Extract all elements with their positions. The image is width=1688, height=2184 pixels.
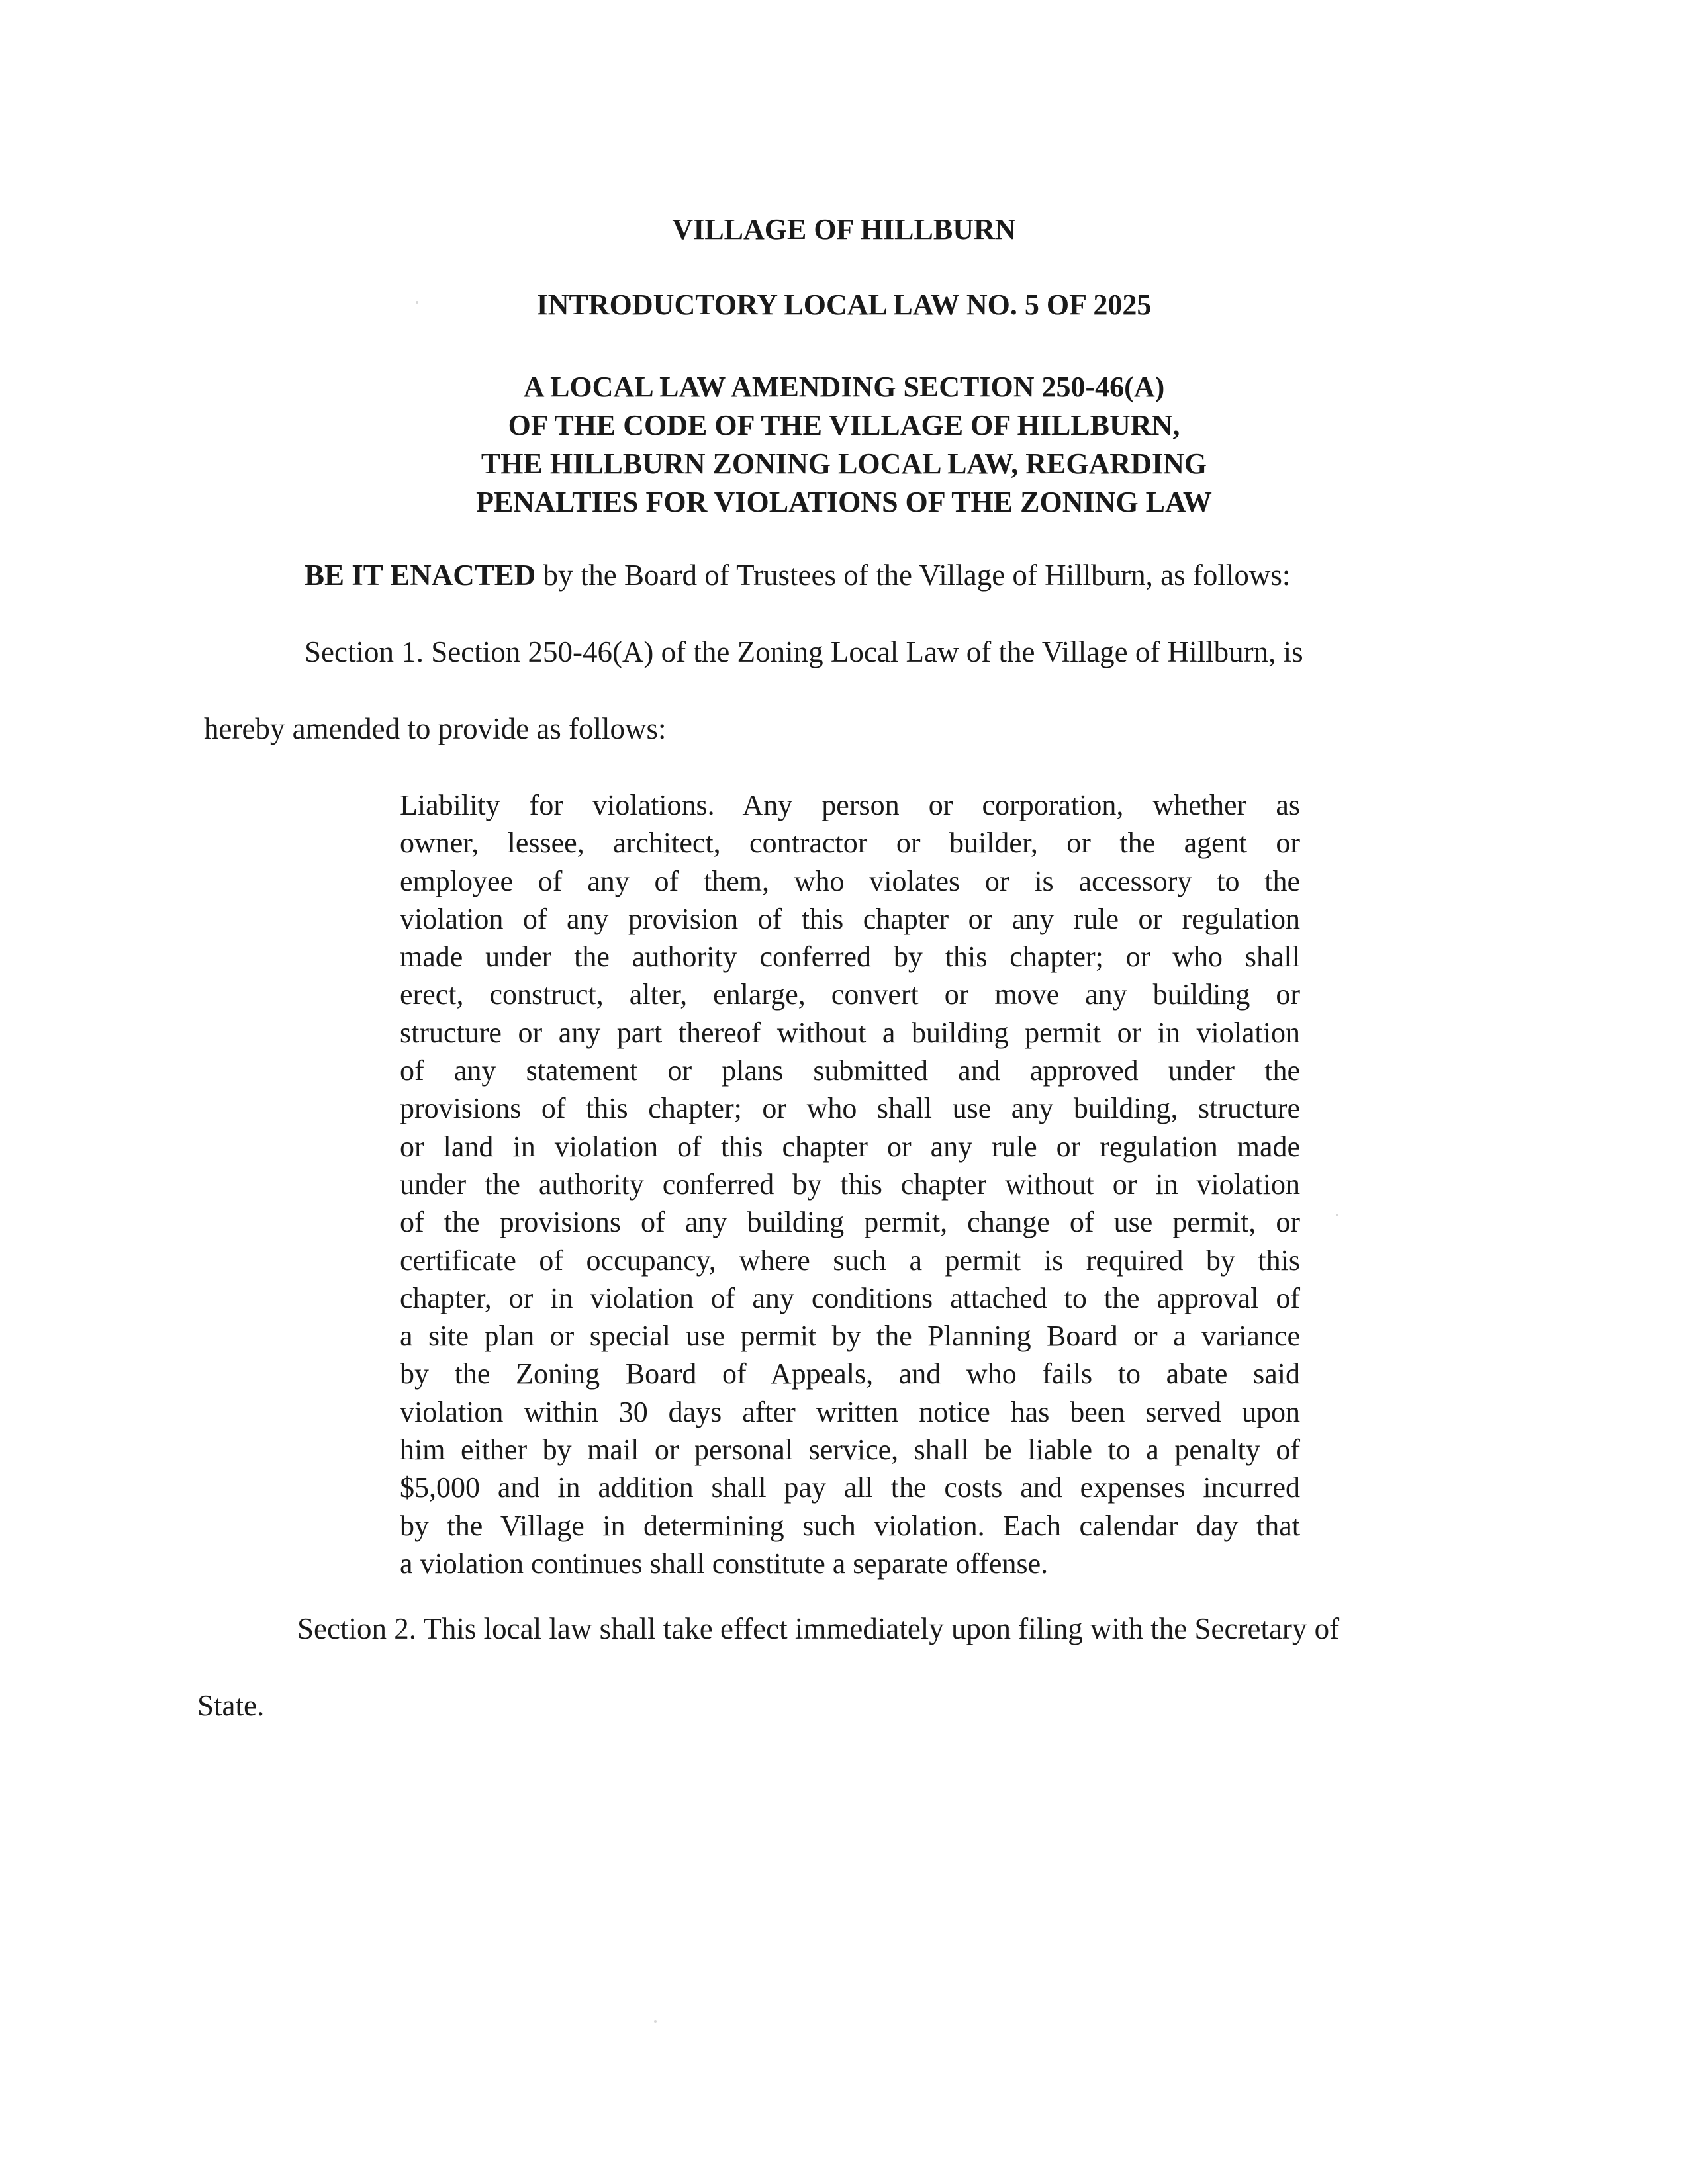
subject-line: PENALTIES FOR VIOLATIONS OF THE ZONING LAW — [476, 486, 1212, 518]
provision-line: violation within 30 days after written notice has been served upon — [400, 1395, 1300, 1428]
enactment-lead: BE IT ENACTED — [305, 559, 536, 592]
subject-line: OF THE CODE OF THE VILLAGE OF HILLBURN, — [508, 409, 1180, 441]
section-1-line: hereby amended to provide as follows: — [204, 712, 667, 745]
section-1-line: Section 1. Section 250-46(A) of the Zoning Local Law of the Village of Hillburn, is — [305, 635, 1303, 668]
provision-line: by the Village in determining such violation. Each calendar day that — [400, 1509, 1300, 1542]
provision-line: provisions of this chapter; or who shall use any building, structure — [400, 1092, 1300, 1125]
provision-line: $5,000 and in addition shall pay all the costs and expenses incurred — [400, 1471, 1300, 1504]
scan-speck — [654, 2020, 657, 2023]
enactment-clause — [305, 556, 1290, 594]
provision-line: structure or any part thereof without a building permit or in violation — [400, 1016, 1300, 1049]
village-title: VILLAGE OF HILLBURN — [672, 213, 1016, 246]
provision-line: owner, lessee, architect, contractor or builder, or the agent or — [400, 827, 1300, 860]
scan-speck — [1336, 1214, 1338, 1216]
provision-line: certificate of occupancy, where such a permit is required by this — [400, 1244, 1300, 1277]
provision-line: a violation continues shall constitute a separate offense. — [400, 1547, 1049, 1580]
provision-line: violation of any provision of this chapter or any rule or regulation — [400, 902, 1300, 935]
provision-line: of any statement or plans submitted and approved under the — [400, 1054, 1300, 1087]
scan-speck — [416, 301, 418, 304]
provision-line: by the Zoning Board of Appeals, and who fails to abate said — [400, 1357, 1300, 1390]
provision-line: made under the authority conferred by this chapter; or who shall — [400, 940, 1300, 974]
provision-line: a site plan or special use permit by the Planning Board or a variance — [400, 1320, 1300, 1353]
section-2-line: Section 2. This local law shall take effect immediately upon filing with the Secretary of — [297, 1612, 1340, 1645]
provision-line: Liability for violations. Any person or corporation, whether as — [400, 789, 1300, 821]
enactment-rest: by the Board of Trustees of the Village of Hillburn, as follows: — [536, 559, 1291, 592]
subject-line: THE HILLBURN ZONING LOCAL LAW, REGARDING — [481, 447, 1207, 480]
provision-line: employee of any of them, who violates or is accessory to the — [400, 864, 1300, 897]
provision-line: under the authority conferred by this chapter without or in violation — [400, 1167, 1300, 1201]
law-number-title: INTRODUCTORY LOCAL LAW NO. 5 OF 2025 — [536, 289, 1152, 321]
provision-line: or land in violation of this chapter or any rule or regulation made — [400, 1130, 1300, 1163]
provision-line: chapter, or in violation of any conditions attached to the approval of — [400, 1281, 1300, 1314]
section-2-line: State. — [197, 1689, 265, 1722]
provision-line: of the provisions of any building permit, change of use permit, or — [400, 1206, 1300, 1239]
subject-line: A LOCAL LAW AMENDING SECTION 250-46(A) — [523, 371, 1165, 403]
amended-provision-block — [400, 786, 1300, 1582]
provision-line: erect, construct, alter, enlarge, convert or move any building or — [400, 978, 1300, 1011]
provision-line: him either by mail or personal service, shall be liable to a penalty of — [400, 1433, 1300, 1467]
